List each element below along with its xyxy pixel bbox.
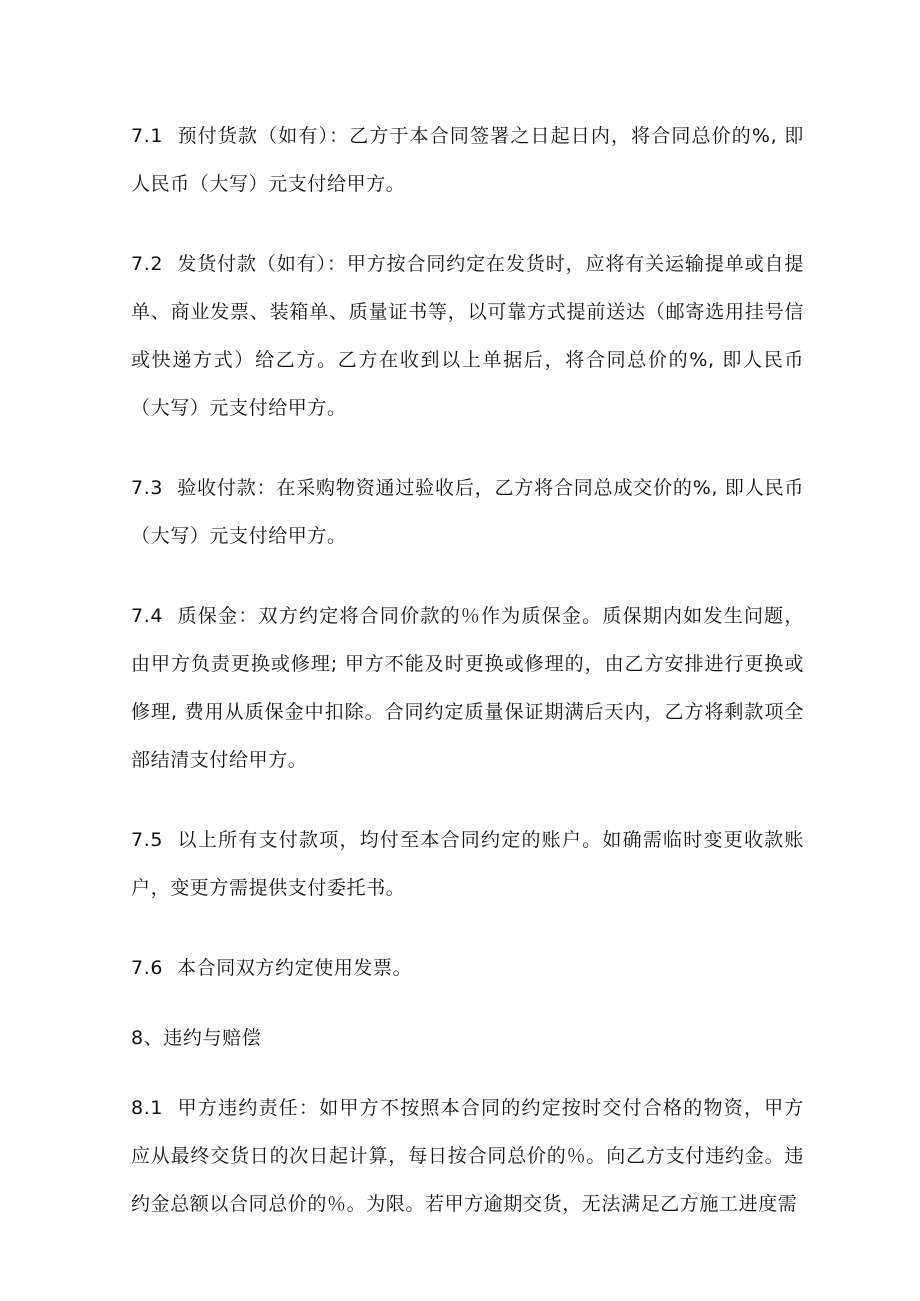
- clause-number: 7.4: [131, 605, 164, 627]
- clause-number: 7.1: [131, 125, 164, 147]
- clause-number: 8.1: [131, 1097, 164, 1119]
- clause-7-5: [131, 816, 804, 912]
- clause-text: 预付货款（如有）：乙方于本合同签署之日起日内，将合同总价的%, 即人民币（大写）元支付给甲方。: [131, 125, 804, 195]
- section-heading-8: [131, 1014, 804, 1062]
- clause-text: 发货付款（如有）：甲方按合同约定在发货时，应将有关运输提单或自提单、商业发票、装箱单、质量证书等，以可靠方式提前送达（邮寄选用挂号信或快递方式）给乙方。乙方在收到以上单据后，将合同总价的%, 即人民币（大写）元支付给甲方。: [131, 253, 804, 419]
- clause-text: 质保金：双方约定将合同价款的％作为质保金。质保期内如发生问题，由甲方负责更换或修理; 甲方不能及时更换或修理的，由乙方安排进行更换或修理, 费用从质保金中扣除。合同约定质量保证期满后天内，乙方将剩款项全部结清支付给甲方。: [131, 605, 804, 771]
- clause-text: 验收付款：在采购物资通过验收后，乙方将合同总成交价的%, 即人民币（大写）元支付给甲方。: [131, 477, 804, 547]
- clause-7-4: [131, 592, 804, 784]
- clause-number: 7.6: [131, 957, 164, 979]
- clause-text: 本合同双方约定使用发票。: [177, 957, 413, 979]
- clause-number: 7.3: [131, 477, 164, 499]
- clause-number: 7.5: [131, 829, 164, 851]
- section-number: 8、: [131, 1027, 164, 1049]
- clause-number: 7.2: [131, 253, 164, 275]
- clause-7-3: [131, 464, 804, 560]
- section-title: 违约与赔偿: [163, 1027, 262, 1049]
- clause-text: 甲方违约责任：如甲方不按照本合同的约定按时交付合格的物资，甲方应从最终交货日的次日起计算，每日按合同总价的％。向乙方支付违约金。违约金总额以合同总价的％。为限。若甲方逾期交货，无法满足乙方施工进度需: [131, 1097, 804, 1215]
- clause-7-2: [131, 240, 804, 432]
- clause-7-1: [131, 112, 804, 208]
- clause-text: 以上所有支付款项，均付至本合同约定的账户。如确需临时变更收款账户，变更方需提供支付委托书。: [131, 829, 804, 899]
- clause-8-1: [131, 1084, 804, 1228]
- clause-7-6: [131, 944, 804, 992]
